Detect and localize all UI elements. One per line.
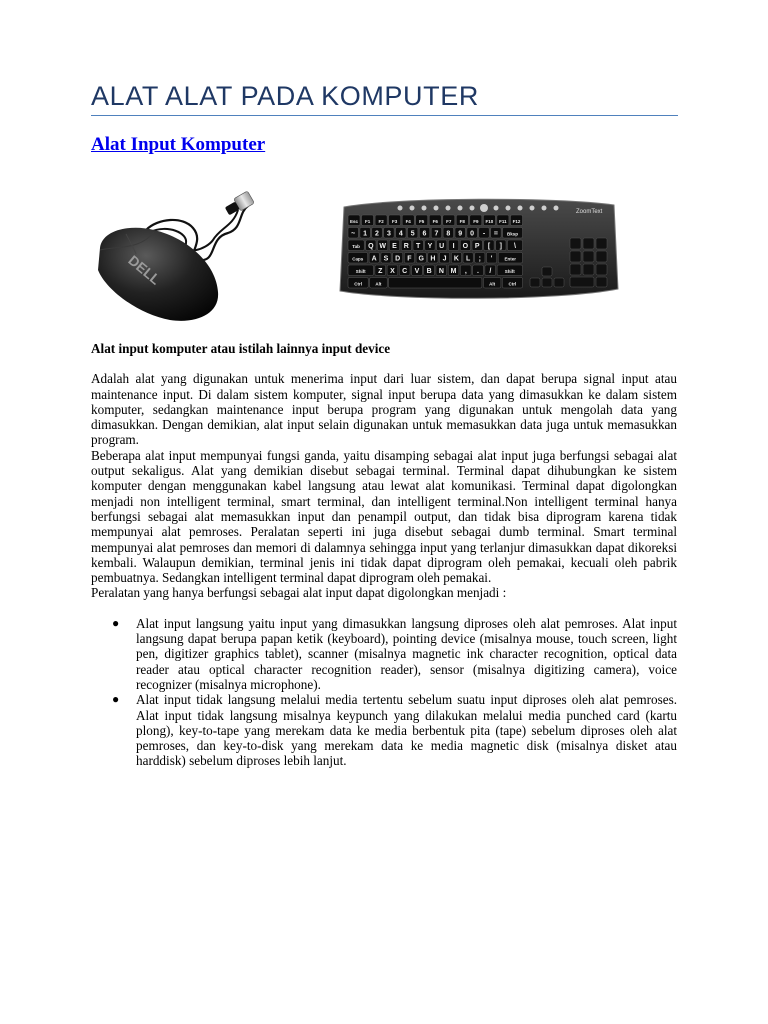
keyboard-key-label: Q	[368, 242, 374, 250]
keyboard-key-label: F6	[432, 218, 438, 224]
keyboard-key-label: '	[490, 255, 493, 263]
keyboard-key-label: F3	[391, 218, 398, 224]
keyboard-key-label: C	[402, 267, 408, 275]
keyboard-key-label: Shift	[504, 268, 515, 274]
keyboard-key-label: F2	[378, 218, 384, 224]
keyboard-key-label: E	[392, 242, 397, 250]
keyboard-key-label: F8	[459, 218, 465, 224]
keyboard-key-label: 8	[446, 230, 451, 238]
keyboard-key-label: 7	[434, 230, 439, 238]
keyboard-key-label: [	[487, 242, 491, 250]
keyboard-key-label: F5	[419, 218, 425, 224]
keyboard-key-label: W	[379, 242, 387, 250]
keyboard-key-label: J	[442, 255, 447, 263]
paragraph: Adalah alat yang digunakan untuk menerima input dari luar sistem, dan dapat berupa signal input atau maintenance input. Di dalam sistem komputer, signal input berupa data yang dimasukkan ke dalam sistem komputer, sedangkan maintenance input berupa program yang digunakan untuk mengolah data yang dimasukkan. Dengan demikian, alat input selain digunakan untuk memasukkan data juga untuk memasukkan program.	[91, 371, 677, 448]
keyboard-key-label: -	[482, 230, 486, 238]
keyboard-key-label: Bksp	[506, 231, 519, 237]
keyboard-image	[338, 193, 620, 303]
keyboard-key-label: F9	[473, 218, 479, 224]
keyboard-key-label: Enter	[504, 256, 517, 262]
bullet-icon: ●	[112, 692, 120, 707]
keyboard-key-label: N	[438, 267, 444, 275]
paragraph: Beberapa alat input mempunyai fungsi ganda, yaitu disamping sebagai alat input juga berfungsi sebagai alat output sekaligus. Alat yang demikian disebut sebagai terminal. Terminal dapat dihubungkan ke sistem komputer dengan menggunakan kabel langsung atau lewat alat komunikasi. Terminal dapat digolongkan menjadi non intelligent terminal, smart terminal, dan intelligent terminal.Non intelligent terminal hanya berfungsi sebagai alat memasukkan input dan penampil output, dan tidak bisa diprogram karena tidak mempunyai alat pemroses. Peralatan seperti ini juga disebut sebagai dumb terminal. Smart terminal mempunyai alat pemroses dan memori di dalamnya sehingga input yang terlanjur dimasukkan dapat dikoreksi kembali. Walaupun demikian, terminal jenis ini tidak dapat diprogram oleh pemakai, kecuali oleh pabrik pembuatnya. Sedangkan intelligent terminal dapat diprogram oleh pemakai.	[91, 447, 677, 586]
keyboard-key-label: Alt	[489, 281, 496, 287]
keyboard-key-label: A	[371, 255, 377, 263]
keyboard-brand: ZoomText	[576, 209, 603, 215]
keyboard-key-label: O	[462, 242, 469, 250]
keyboard-key-label: F10	[485, 218, 494, 224]
bullet-icon: ●	[112, 615, 120, 630]
keyboard-key-label: ~	[351, 230, 356, 238]
keyboard-key-label: Ctrl	[508, 281, 517, 287]
keyboard-key-label: =	[493, 230, 498, 238]
keyboard-key-label: H	[430, 255, 436, 263]
list-item-text: Alat input tidak langsung melalui media tertentu sebelum suatu input diproses oleh alat pemroses. Alat input tidak langsung misalnya keypunch yang dilakukan melalui media punched card (kartu plong), key-to-tape yang merekam data ke media berbentuk pita (tape) sebelum diproses oleh alat pemroses, dan key-to-disk yang merekam data ke media magnetic disk (misalnya disket atau harddisk) sebelum diproses lebih lanjut.	[136, 692, 677, 769]
keyboard-key-label: 1	[363, 230, 368, 238]
keyboard-key-label: Alt	[375, 281, 382, 287]
keyboard-key-label: .	[477, 267, 479, 275]
title-underline	[91, 115, 678, 116]
section-heading: Alat input komputer atau istilah lainnya input device	[91, 341, 391, 356]
keyboard-key-label: G	[418, 255, 424, 263]
keyboard-key-label: /	[489, 267, 492, 275]
keyboard-key-label: Shift	[355, 268, 366, 274]
keyboard-key-label: L	[465, 255, 471, 263]
keyboard-key-label: Esc	[349, 218, 359, 224]
document-body	[91, 341, 677, 769]
keyboard-key-label: 4	[398, 230, 403, 238]
keyboard-key-label: F12	[512, 218, 521, 224]
keyboard-key-label: ;	[478, 255, 481, 263]
keyboard-key-label: P	[474, 242, 480, 250]
keyboard-key-label: Z	[378, 267, 383, 275]
keyboard-key-label: T	[415, 242, 421, 250]
keyboard-key-label: F11	[499, 218, 507, 224]
keyboard-key-label: K	[453, 255, 459, 263]
keyboard-key-label: 6	[422, 230, 427, 238]
keyboard-key-label: Ctrl	[354, 281, 362, 287]
keyboard-key-label: 9	[458, 230, 463, 238]
section-link-alat-input[interactable]: Alat Input Komputer	[91, 134, 266, 155]
keyboard-key-label: 5	[410, 230, 415, 238]
keyboard-key-label: R	[403, 242, 409, 250]
keyboard-key-label: ]	[499, 242, 502, 250]
list-item-text: Alat input langsung yaitu input yang dimasukkan langsung diproses oleh alat pemroses. Alat input langsung dapat berupa papan ketik (keyboard), pointing device (misalnya mouse, touch screen, light pen, digitizer graphics tablet), scanner (misalnya magnetic ink character recognition, optical data reader atau optical character recognition reader), sensor (misalnya digitizing camera), voice recognizer (misalnya microphone).	[136, 615, 677, 692]
mouse-logo: DELL	[125, 251, 164, 288]
keyboard-key-label: Caps	[352, 256, 364, 262]
keyboard-key-label: D	[395, 255, 401, 263]
keyboard-key-label: X	[390, 267, 395, 275]
keyboard-key-label: S	[383, 255, 389, 263]
keyboard-key-label: \	[514, 242, 516, 250]
keyboard-key-label: ,	[464, 267, 467, 275]
keyboard-key-label: 3	[386, 230, 391, 238]
keyboard-key-label: F4	[405, 218, 411, 224]
mouse-image	[88, 188, 268, 328]
keyboard-key-label: 2	[375, 230, 379, 238]
list-item	[91, 616, 677, 692]
keyboard-key	[389, 278, 482, 289]
page-title: ALAT ALAT PADA KOMPUTER	[91, 81, 479, 111]
keyboard-key-label: Y	[427, 242, 433, 250]
keyboard-key-label: I	[452, 242, 455, 250]
keyboard-key-label: M	[450, 267, 457, 275]
keyboard-key-label: F	[407, 255, 412, 263]
paragraph: Peralatan yang hanya berfungsi sebagai alat input dapat digolongkan menjadi :	[91, 585, 507, 601]
bullet-list	[91, 616, 677, 769]
keyboard-key-label: F7	[446, 218, 452, 224]
keyboard-key-label: F1	[364, 218, 371, 224]
list-item	[91, 692, 677, 768]
keyboard-key-label: B	[426, 267, 432, 275]
keyboard-key-label: V	[414, 267, 420, 275]
keyboard-key-label: Tab	[352, 243, 360, 249]
keyboard-key-label: 0	[470, 230, 475, 238]
keyboard-key-label: U	[439, 242, 445, 250]
